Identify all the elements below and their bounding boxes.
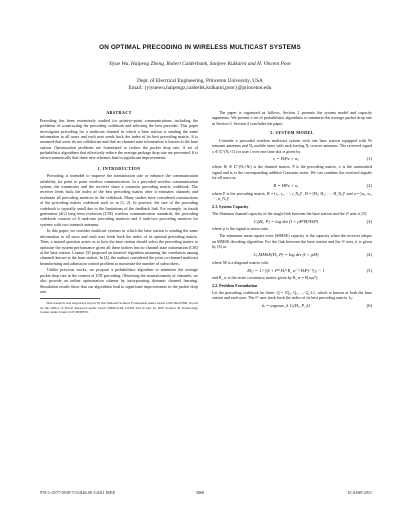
capacity-heading: 2.1. System Capacity xyxy=(212,203,249,209)
equation-6 xyxy=(212,303,372,308)
equation-5-number: (5) xyxy=(366,267,372,273)
abstract-text: Precoding has been extensively studied for point-to-point communications, including the problems of constructing the precoding codebook and selecting the best precoder. This paper investigates precoding for a multicast channel in which a base station is sending the same information to all users and each user sends back the index of its best precoding matrix. It is assumed that users do not collaborate and that no channel state information is known at the base station. Optimization problems are formulated to reduce the packet drop rate. A set of probabilistic algorithms that effectively reduce the average package drop rate are presented. It is shown numerically that these new schemes lead to significant improvements. xyxy=(40,117,198,161)
equation-1-expr: rᵢ = HᵢPx + nᵢ, xyxy=(272,156,300,162)
intro-paragraph-2: In this paper, we consider multicast systems in which the base station is sending the same information to all users and each user feeds back the index of its optimal precoding matrix. Then, a natural question arises as to how the base station should select the precoding matrix to optimize the system performance given all these indices but no channel state information (CSI) at the base station. Lozano [3] proposed an iterative algorithm assuming the correlation among channels known at the base station. In [4], the authors considered the joint co-channel multicast beamforming and admission control problem to maximize the number of subscribers. xyxy=(40,228,198,266)
intro-paragraph-1: Precoding is intended to improve the transmission rate or enhance the communication reliability for point to point wireless communication. In a precoded wireless communication system, the transmitter and the receiver share a common precoding matrix codebook. The receiver feeds back the index of the best precoding matrix after it estimates channels and evaluates all precoding matrices in the codebook. Many studies have considered constructions of the precoding matrix codebook such as in [1, 2]. In practice, the size of the precoding codebook is typically small due to the limitations of the feedback link. For example, in fourth generation (4G) long term evolution (LTE) wireless communication standards, the precoding codebook consists of 6 rank-one precoding matrices and 3 rank-two precoding matrices for systems with two transmit antennas. xyxy=(40,173,198,227)
equation-5 xyxy=(212,268,372,273)
left-column xyxy=(40,110,198,315)
equation-6-expr: kᵢ = argmax_k Cᵢ(Hᵢ, P_k) xyxy=(262,303,310,309)
intro-continuation: The paper is organized as follows. Section 2 presents the system model and capacity arguments. We present a set of probabilistic algorithms to minimize the average packet drop rate in Section 3. Section 4 concludes the paper. xyxy=(212,110,372,126)
capacity-paragraph-5: and R_w is the noise covariance matrix given by R_w = E[nᵢnᵢᴴ]. xyxy=(212,275,319,281)
equation-2-expr: R = HPx + n, xyxy=(273,182,299,188)
capacity-paragraph-4: where M is a diagonal matrix with xyxy=(212,259,269,265)
capacity-paragraph-2: where ρ is the signal to noise ratio. xyxy=(212,226,270,232)
footer-venue: ICASSP 2011 xyxy=(348,490,372,495)
affiliation: Dept. of Electrical Engineering, Princeton University, USA xyxy=(137,78,263,84)
capacity-paragraph-3: The minimum mean square error (MMSE) capacity is the capacity when the receiver adopts an MMSE decoding algorithm. For the link between the base station and the iᵗʰ user, it is given by [6] as xyxy=(212,233,372,249)
equation-4-number: (4) xyxy=(366,251,372,257)
equation-4 xyxy=(212,252,372,257)
equation-1 xyxy=(212,156,372,161)
affiliation-block xyxy=(0,78,400,92)
equation-6-number: (6) xyxy=(366,303,372,309)
intro-heading: 1. INTRODUCTION xyxy=(97,165,141,171)
capacity-paragraph-1: The Shannon channel capacity of the single link between the base station and the iᵗʰ user is [5] xyxy=(212,210,367,216)
problem-paragraph-1: Let the precoding codebook be finite: Q = {Q₁, Q₂, ..., Q_L}, which is known at both the base station and each user. The iᵗʰ user feeds back the index of its best precoding matrix, kᵢ: xyxy=(212,290,372,301)
equation-3 xyxy=(212,219,372,224)
abstract-heading: ABSTRACT xyxy=(106,110,132,115)
system-model-paragraph-2: where Hᵢ ∈ ℂ^(Nᵣ×Nₜ) is the channel matrix, P is the precoding matrix, x is the transmitted signal and nᵢ is the corresponding additive Gaussian noise. We can combine the received signals for all users as xyxy=(212,164,372,180)
system-model-heading: 2. SYSTEM MODEL xyxy=(270,130,314,136)
equation-1-number: (1) xyxy=(366,156,372,162)
equation-4-expr: Cᵢ,MMSE(Hᵢ, P) = log det (I + ρM) xyxy=(253,251,319,257)
author-list: Yiyue Wu, Haipeng Zheng, Robert Calderbank, Sanjeev Kulkarni and H. Vincent Poor xyxy=(108,61,292,67)
paper-title: ON OPTIMAL PRECODING IN WIRELESS MULTICAST SYSTEMS xyxy=(99,44,301,51)
equation-2 xyxy=(212,183,372,188)
system-model-paragraph-1: Consider a precoded wireless multicast system with one base station equipped with Nₜ transmit antennas and Nᵤ mobile users with each having Nᵣ receive antennas. The received signal rᵢ ∈ ℂ^(Nᵣ×1) for user i over one time slot is given by xyxy=(212,137,372,154)
system-model-paragraph-3: where P is the precoding matrix, R = [r₁, r₂, ···, r_Nᵤ]ᵀ, H = [H₁, H₂, ···, H_Nᵤ]ᵀ and n = [n₁, n₂, ···, n_Nᵤ]ᵀ. xyxy=(212,190,372,201)
equation-2-number: (2) xyxy=(366,182,372,188)
intro-paragraph-3: Unlike previous works, we propose a probabilistic algorithm to minimize the average packet drop rate in the context of LTE precoding. Observing the nonstationarity of channels, we also provide an online optimization scheme by incorporating dynamic channel learning. Simulation results show that our algorithms lead to significant improvements in the packet drop rate. xyxy=(40,267,198,294)
footer-isbn: 978-1-4577-0539-7/11/$26.00 ©2011 IEEE xyxy=(40,490,116,495)
equation-3-number: (3) xyxy=(366,218,372,224)
equation-5-expr: Mⱼⱼ = 1 / [(I + Pᴴ Hᵢᴴ R_w⁻¹ HᵢP)⁻¹]ⱼⱼ − 1 xyxy=(247,267,325,273)
equation-3-expr: Cᵢ(Hᵢ, P) = log det (I + ρPᴴHᵢᴴHᵢP) xyxy=(253,218,319,224)
footer-page-number: 3068 xyxy=(195,490,205,495)
funding-footnote: This research was supported in part by the National Science Foundation under Grant CNS-09-05398, in part by the Office of Naval Research under Grant N00014-09-1-0342 and in part by NSF Science & Technology Center under Grant CCF-0939370. xyxy=(40,301,198,315)
problem-heading: 2.2. Problem Formulation xyxy=(212,283,258,289)
right-column xyxy=(212,110,372,311)
footnote-rule xyxy=(40,298,100,299)
author-emails: Email: {yiyuewu,haipengz,calderbk,kulkarni,poor}@princeton.edu xyxy=(128,85,272,92)
